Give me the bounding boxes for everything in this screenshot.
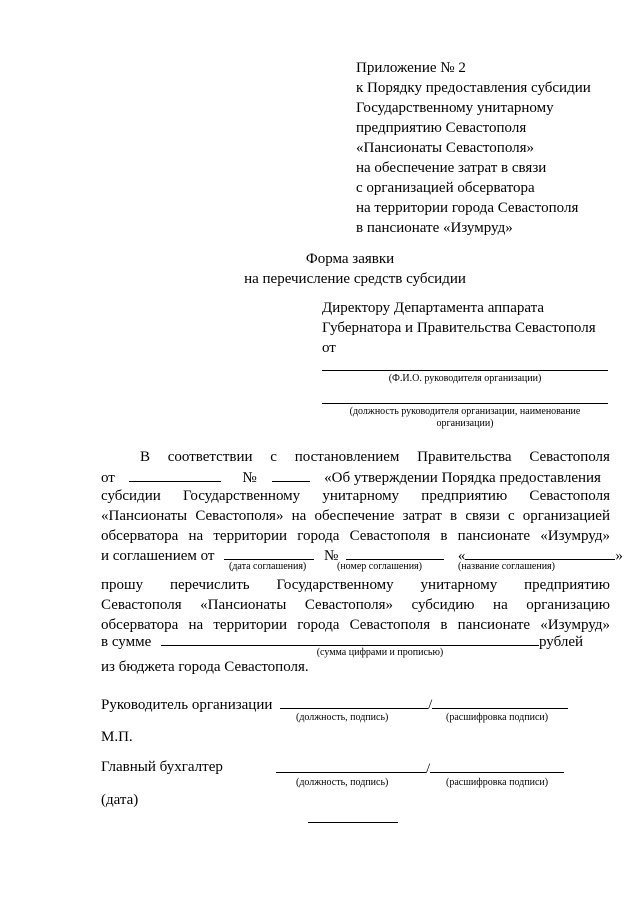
date-label: (дата) (101, 792, 139, 808)
number-sign: № (242, 470, 257, 486)
head-label: Руководитель организации (101, 697, 273, 713)
addressee-line2: Губернатора и Правительства Севастополя (322, 320, 596, 336)
body-line-3: субсидии Государственному унитарному предприятию Севастополя (101, 488, 610, 504)
body-line-1 (140, 447, 610, 467)
form-title-line2: на перечисление средств субсидии (244, 271, 466, 287)
fio-field[interactable] (322, 370, 608, 371)
head-position-caption: (должность, подпись) (296, 712, 389, 723)
body-word: соответствии (167, 449, 253, 465)
stamp-label: М.П. (101, 729, 133, 745)
body-word: В (140, 449, 151, 465)
body-text: рублей (539, 634, 584, 650)
number-sign: № (324, 548, 339, 564)
appendix-line: предприятию Севастополя (356, 120, 527, 136)
position-field[interactable] (322, 403, 608, 404)
body-line-4: «Пансионаты Севастополя» на обеспечение затрат в связи с организацией (101, 508, 610, 524)
accountant-position-caption: (должность, подпись) (296, 777, 389, 788)
slash: / (426, 761, 431, 777)
appendix-line: на территории города Севастополя (356, 200, 579, 216)
body-line-5: обсерватора на территории города Севастополя в пансионате «Изумруд» (101, 528, 610, 544)
fio-caption: (Ф.И.О. руководителя организации) (388, 373, 542, 384)
appendix-line: к Порядку предоставления субсидии (356, 80, 591, 96)
head-decoding-caption: (расшифровка подписи) (446, 712, 549, 723)
body-text: от (101, 470, 115, 486)
body-text: «Об утверждении Порядка предоставления (324, 470, 601, 486)
body-line-2 (101, 466, 601, 488)
sum-field[interactable] (161, 630, 539, 646)
appendix-line: Государственному унитарному (356, 100, 554, 116)
body-word: постановлением (294, 449, 400, 465)
sum-caption: (сумма цифрами и прописью) (316, 647, 444, 658)
body-line-9: обсерватора на территории города Севастополя в пансионате «Изумруд» (101, 617, 610, 633)
accountant-signature-row (276, 757, 564, 779)
quote-open: « (457, 548, 466, 564)
date-field[interactable] (308, 822, 398, 823)
body-line-7: прошу перечислить Государственному унитарному предприятию (101, 577, 610, 593)
agreement-name-field[interactable] (465, 544, 615, 560)
agreement-number-caption: (номер соглашения) (337, 561, 422, 572)
body-line-8: Севастополя «Пансионаты Севастополя» субсидию на организацию (101, 597, 610, 613)
head-decoding-field[interactable] (432, 693, 568, 709)
accountant-sign-field[interactable] (276, 757, 426, 773)
accountant-decoding-field[interactable] (430, 757, 564, 773)
decree-number-field[interactable] (272, 466, 310, 482)
body-text: и соглашением от (101, 548, 215, 564)
body-word: Севастополя (529, 449, 610, 465)
appendix-line: «Пансионаты Севастополя» (356, 140, 535, 156)
head-sign-field[interactable] (280, 693, 428, 709)
position-caption-2: организации) (436, 418, 494, 429)
body-line-11: из бюджета города Севастополя. (101, 659, 309, 675)
accountant-label: Главный бухгалтер (101, 759, 223, 775)
agreement-date-field[interactable] (224, 544, 314, 560)
body-word: Правительства (417, 449, 512, 465)
body-text: в сумме (101, 634, 152, 650)
decree-date-field[interactable] (129, 466, 221, 482)
addressee-line1: Директору Департамента аппарата (322, 300, 545, 316)
accountant-decoding-caption: (расшифровка подписи) (446, 777, 549, 788)
addressee-line3: от (322, 340, 336, 356)
body-word: с (270, 449, 277, 465)
agreement-name-caption: (название соглашения) (458, 561, 555, 572)
agreement-number-field[interactable] (346, 544, 444, 560)
appendix-line: с организацией обсерватора (356, 180, 535, 196)
appendix-line: на обеспечение затрат в связи (356, 160, 547, 176)
quote-close: » (615, 548, 623, 564)
slash: / (428, 697, 433, 713)
form-title-line1: Форма заявки (305, 251, 395, 267)
agreement-date-caption: (дата соглашения) (229, 561, 307, 572)
appendix-line: Приложение № 2 (356, 60, 466, 76)
position-caption-1: (должность руководителя организации, наименование (349, 406, 581, 417)
appendix-line: в пансионате «Изумруд» (356, 220, 513, 236)
